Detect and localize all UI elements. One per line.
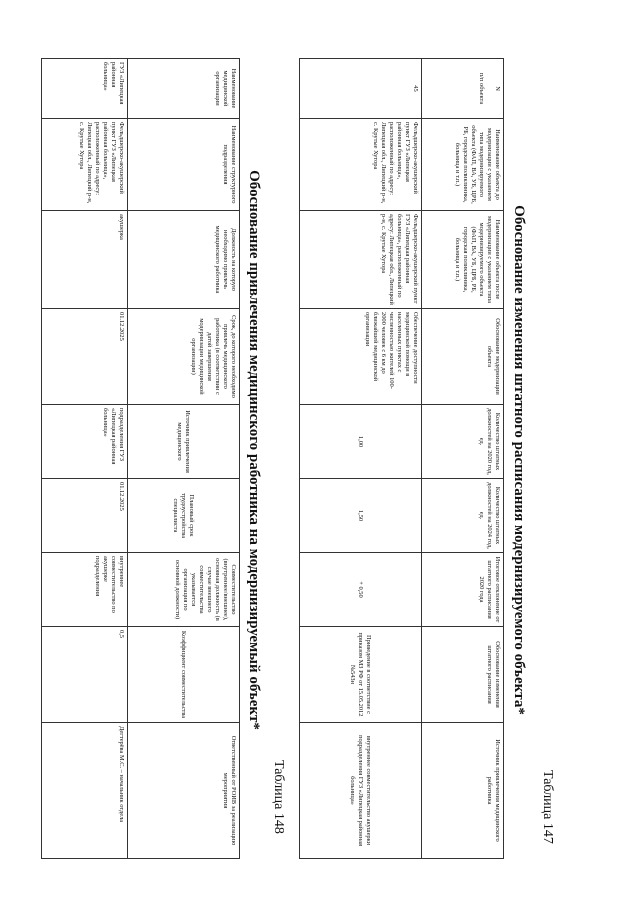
header-cell: Источник привлечения медицинского bbox=[128, 405, 240, 479]
header-cell: Срок, до которого необходимо привлечь медицинского работника (в соответствии с датой завершения модернизации медицинской организации) bbox=[128, 309, 240, 405]
cell-object-after: Фельдшерско-акушерский пункт ГУЗ «Липецкая районная больница», расположенный по адресу: Липецкая обл., Липецкий р-н, с. Крутые Хутора bbox=[300, 211, 422, 309]
cell-source: внутреннее совместительство акушерки подразделения ГУЗ «Липецкая районная больница» bbox=[300, 723, 422, 859]
header-cell: Коэффициент совместительства bbox=[128, 627, 240, 723]
cell-employment-date: 01.12.2025 bbox=[42, 479, 128, 553]
cell-organization: ГУЗ «Липецкая районная больница» bbox=[42, 59, 128, 119]
table-147-header-row bbox=[422, 59, 504, 859]
table-148-number: Таблица 148 bbox=[271, 760, 286, 834]
header-cell: Количество штатных должностей на 2024 год, ед. bbox=[422, 479, 504, 553]
header-cell: Количество штатных должностей на 2020 год, ед. bbox=[422, 405, 504, 479]
table-148 bbox=[41, 58, 240, 859]
table-row bbox=[42, 59, 128, 859]
header-cell: Плановый срок трудоустройства специалиста bbox=[128, 479, 240, 553]
cell-object-number: 45 bbox=[300, 59, 422, 119]
header-cell: Совместительство (внутреннее/внешнее), основная должность (в случае внешнего совместительства указывается организация по основной должности) bbox=[128, 553, 240, 627]
cell-staff-2020: 1,00 bbox=[300, 405, 422, 479]
header-cell: Должность на которую необходимо привлечь медицинского работника bbox=[128, 211, 240, 309]
cell-responsible: Дегтерёва М.С. – начальник отдела bbox=[42, 723, 128, 859]
header-cell: Наименование медицинской организации bbox=[128, 59, 240, 119]
cell-deviation: + 0,50 bbox=[300, 553, 422, 627]
table-row bbox=[300, 59, 422, 859]
header-cell: Обоснование изменения штатного расписания bbox=[422, 627, 504, 723]
header-cell: N п/п объекта bbox=[422, 59, 504, 119]
header-cell: Итоговое отклонение от штатного расписания 2020 года bbox=[422, 553, 504, 627]
cell-subdivision: Фельдшерско-акушерский пункт ГУЗ «Липецкая районная больница», расположенный по адресу: Липецкая обл., Липецкий р-н, с. Крутые Хутора bbox=[42, 119, 128, 211]
cell-justification: Обеспечение доступности медицинской помощи в населенных пунктах с численностью жителей 100-2000 человек с 6 км до ближайшей медицинской организации bbox=[300, 309, 422, 405]
header-cell: Наименование объекта после модернизации с указанием типа модернизируемого объекта (ФАП, ВА, УБ, ЦРБ, РБ, городская поликлиника, больница и т.п.) bbox=[422, 211, 504, 309]
table-147-title: Обоснование изменения штатного расписания модернизируемого объекта* bbox=[511, 205, 527, 715]
header-cell: Наименование объекта до модернизации с указанием типа модернизируемого объекта (ФАП, ВА, УБ, ЦРБ, РБ, городская поликлиника, больница и т.п.) bbox=[422, 119, 504, 211]
table-148-title: Обоснование привлечения медицинского работника на модернизируемый объект* bbox=[246, 170, 262, 730]
cell-source: подразделения ГУЗ «Липецкая районная больница» bbox=[42, 405, 128, 479]
header-cell: Источник привлечения медицинского работника bbox=[422, 723, 504, 859]
cell-deadline: 01.12.2025 bbox=[42, 309, 128, 405]
cell-object-before: Фельдшерско-акушерский пункт ГУЗ «Липецкая районная больница», расположенный по адресу: Липецкая обл., Липецкий р-н, с. Крутые Хутора bbox=[300, 119, 422, 211]
header-cell: Обоснование модернизации объекта bbox=[422, 309, 504, 405]
cell-coefficient: 0,5 bbox=[42, 627, 128, 723]
cell-staff-2024: 1,50 bbox=[300, 479, 422, 553]
table-148-header-row bbox=[128, 59, 240, 859]
table-147-number: Таблица 147 bbox=[540, 770, 555, 844]
cell-combination: внутреннее совместительство по акушерке подразделения bbox=[42, 553, 128, 627]
table-147 bbox=[299, 58, 504, 859]
cell-position: акушерка bbox=[42, 211, 128, 309]
cell-change-reason: Приведение в соответствие с приказом МЗ РФ от 15.05.2012 №543н bbox=[300, 627, 422, 723]
header-cell: Наименование структурного подразделения bbox=[128, 119, 240, 211]
header-cell: Ответственный от РОИВ за реализацию мероприятия bbox=[128, 723, 240, 859]
